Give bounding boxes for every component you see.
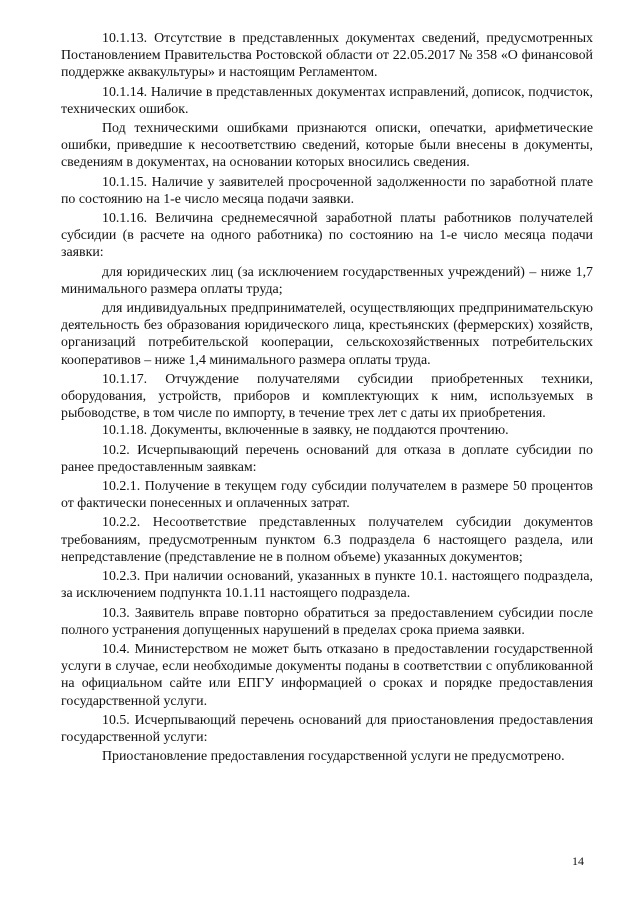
paragraph-10-3: 10.3. Заявитель вправе повторно обратиться за предоставлением субсидии после полного устранения допущенных нарушений в пределах срока приема заявки. — [61, 605, 593, 638]
paragraph-10-1-18: 10.1.18. Документы, включенные в заявку, не поддаются прочтению. — [102, 423, 509, 439]
page-number: 14 — [572, 854, 584, 868]
paragraph-suspension: Приостановление предоставления государственной услуги не предусмотрено. — [102, 749, 565, 765]
paragraph-10-5: 10.5. Исчерпывающий перечень оснований для приостановления предоставления государственной услуги: — [61, 712, 593, 745]
paragraph-10-2: 10.2. Исчерпывающий перечень оснований для отказа в доплате субсидии по ранее предоставленным заявкам: — [61, 442, 593, 475]
paragraph-10-1-14: 10.1.14. Наличие в представленных документах исправлений, дописок, подчисток, технических ошибок. — [61, 84, 593, 117]
paragraph-legal-entities: для юридических лиц (за исключением государственных учреждений) – ниже 1,7 минимального размера оплаты труда; — [61, 264, 593, 297]
paragraph-10-4: 10.4. Министерством не может быть отказано в предоставлении государственной услуги в случае, если необходимые документы поданы в соответствии с опубликованной на официальном сайте или ЕПГУ информацией о сроках и порядке предоставления государственной услуги. — [61, 641, 593, 709]
paragraph-10-2-3: 10.2.3. При наличии оснований, указанных в пункте 10.1. настоящего подраздела, за исключением подпункта 10.1.11 настоящего подраздела. — [61, 569, 593, 602]
paragraph-10-1-16: 10.1.16. Величина среднемесячной заработной платы работников получателей субсидии (в расчете на одного работника) по состоянию на 1-е число месяца подачи заявки: — [61, 211, 593, 261]
paragraph-10-2-2: 10.2.2. Несоответствие представленных получателем субсидии документов требованиям, предусмотренным пунктом 6.3 подраздела 6 настоящего раздела, или непредставление (представление не в полном объеме) указанных документов; — [61, 515, 593, 565]
paragraph-10-1-15: 10.1.15. Наличие у заявителей просроченной задолженности по заработной плате по состоянию на 1-е число месяца подачи заявки. — [61, 174, 593, 207]
paragraph-10-1-13: 10.1.13. Отсутствие в представленных документах сведений, предусмотренных Постановлением Правительства Ростовской области от 22.05.2017 № 358 «О финансовой поддержке аквакультуры» и настоящим Регламентом. — [61, 31, 593, 81]
document-page — [61, 30, 593, 765]
paragraph-individual-entrepreneurs: для индивидуальных предпринимателей, осуществляющих предпринимательскую деятельность без образования юридического лица, крестьянских (фермерских) хозяйств, организаций потребительской кооперации, сельскохозяйственных потребительских кооперативов – ниже 1,4 минимального размера оплаты труда. — [61, 301, 593, 368]
paragraph-10-1-17: 10.1.17. Отчуждение получателями субсидии приобретенных техники, оборудования, устройств, приборов и комплектующих к ним, используемых в рыбоводстве, в том числе по импорту, в течение трех лет с даты их приобретения. — [61, 371, 593, 422]
paragraph-technical-errors: Под техническими ошибками признаются описки, опечатки, арифметические ошибки, приведшие к несоответствию сведений, которые были внесены в документы, сведениям в документах, на основании которых вносились сведения. — [61, 121, 593, 171]
paragraph-10-2-1: 10.2.1. Получение в текущем году субсидии получателем в размере 50 процентов от фактически понесенных и оплаченных затрат. — [61, 479, 593, 512]
